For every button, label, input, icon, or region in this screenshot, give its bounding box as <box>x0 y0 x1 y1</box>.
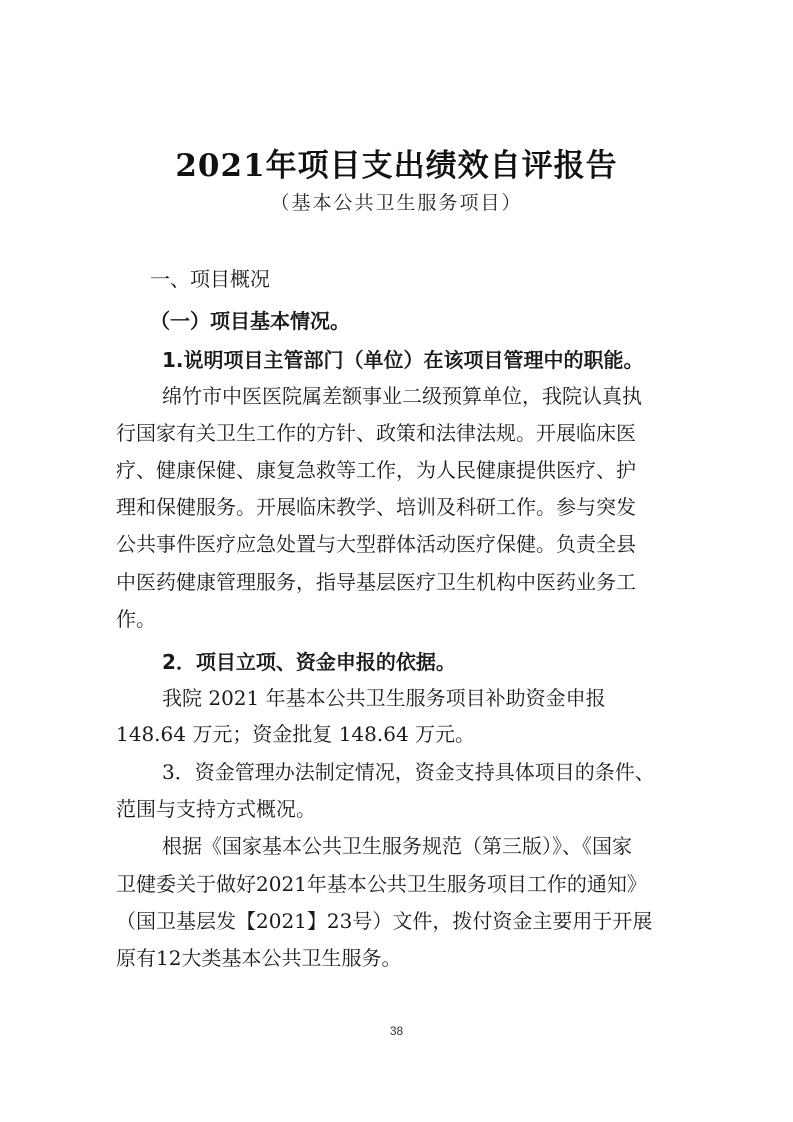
paragraph-1-line: 绵竹市中医医院属差额事业二级预算单位，我院认真执 <box>162 384 642 408</box>
report-title: 2021年项目支出绩效自评报告 <box>175 148 618 184</box>
item-heading-1: 1.说明项目主管部门（单位）在该项目管理中的职能。 <box>162 348 644 372</box>
report-subtitle: （基本公共卫生服务项目） <box>270 192 523 214</box>
page-number: 38 <box>389 1024 404 1038</box>
paragraph-1-line: 理和保健服务。开展临床教学、培训及科研工作。参与突发 <box>116 495 636 519</box>
paragraph-2-line: 我院 2021 年基本公共卫生服务项目补助资金申报 <box>162 686 606 710</box>
item-3-line: 范围与支持方式概况。 <box>116 797 316 821</box>
subsection-heading-basic-info: （一）项目基本情况。 <box>150 309 350 333</box>
paragraph-3-line: 原有12大类基本公共卫生服务。 <box>116 946 402 970</box>
paragraph-1-line: 行国家有关卫生工作的方针、政策和法律法规。开展临床医 <box>116 421 636 445</box>
paragraph-3-line: （国卫基层发【2021】23号）文件，拨付资金主要用于开展 <box>116 909 653 933</box>
paragraph-1-line: 公共事件医疗应急处置与大型群体活动医疗保健。负责全县 <box>116 532 636 556</box>
paragraph-1-line: 作。 <box>116 607 156 631</box>
paragraph-2-line: 148.64 万元；资金批复 148.64 万元。 <box>116 722 476 746</box>
paragraph-3-line: 根据《国家基本公共卫生服务规范（第三版）》、《国家 <box>162 834 632 858</box>
paragraph-3-line: 卫健委关于做好2021年基本公共卫生服务项目工作的通知》 <box>116 872 647 896</box>
item-3-line: 3．资金管理办法制定情况，资金支持具体项目的条件、 <box>162 760 655 784</box>
item-heading-2: 2．项目立项、资金申报的依据。 <box>162 650 456 674</box>
section-heading-overview: 一、项目概况 <box>150 267 270 291</box>
paragraph-1-line: 中医药健康管理服务，指导基层医疗卫生机构中医药业务工 <box>116 570 636 594</box>
paragraph-1-line: 疗、健康保健、康复急救等工作，为人民健康提供医疗、护 <box>116 458 636 482</box>
